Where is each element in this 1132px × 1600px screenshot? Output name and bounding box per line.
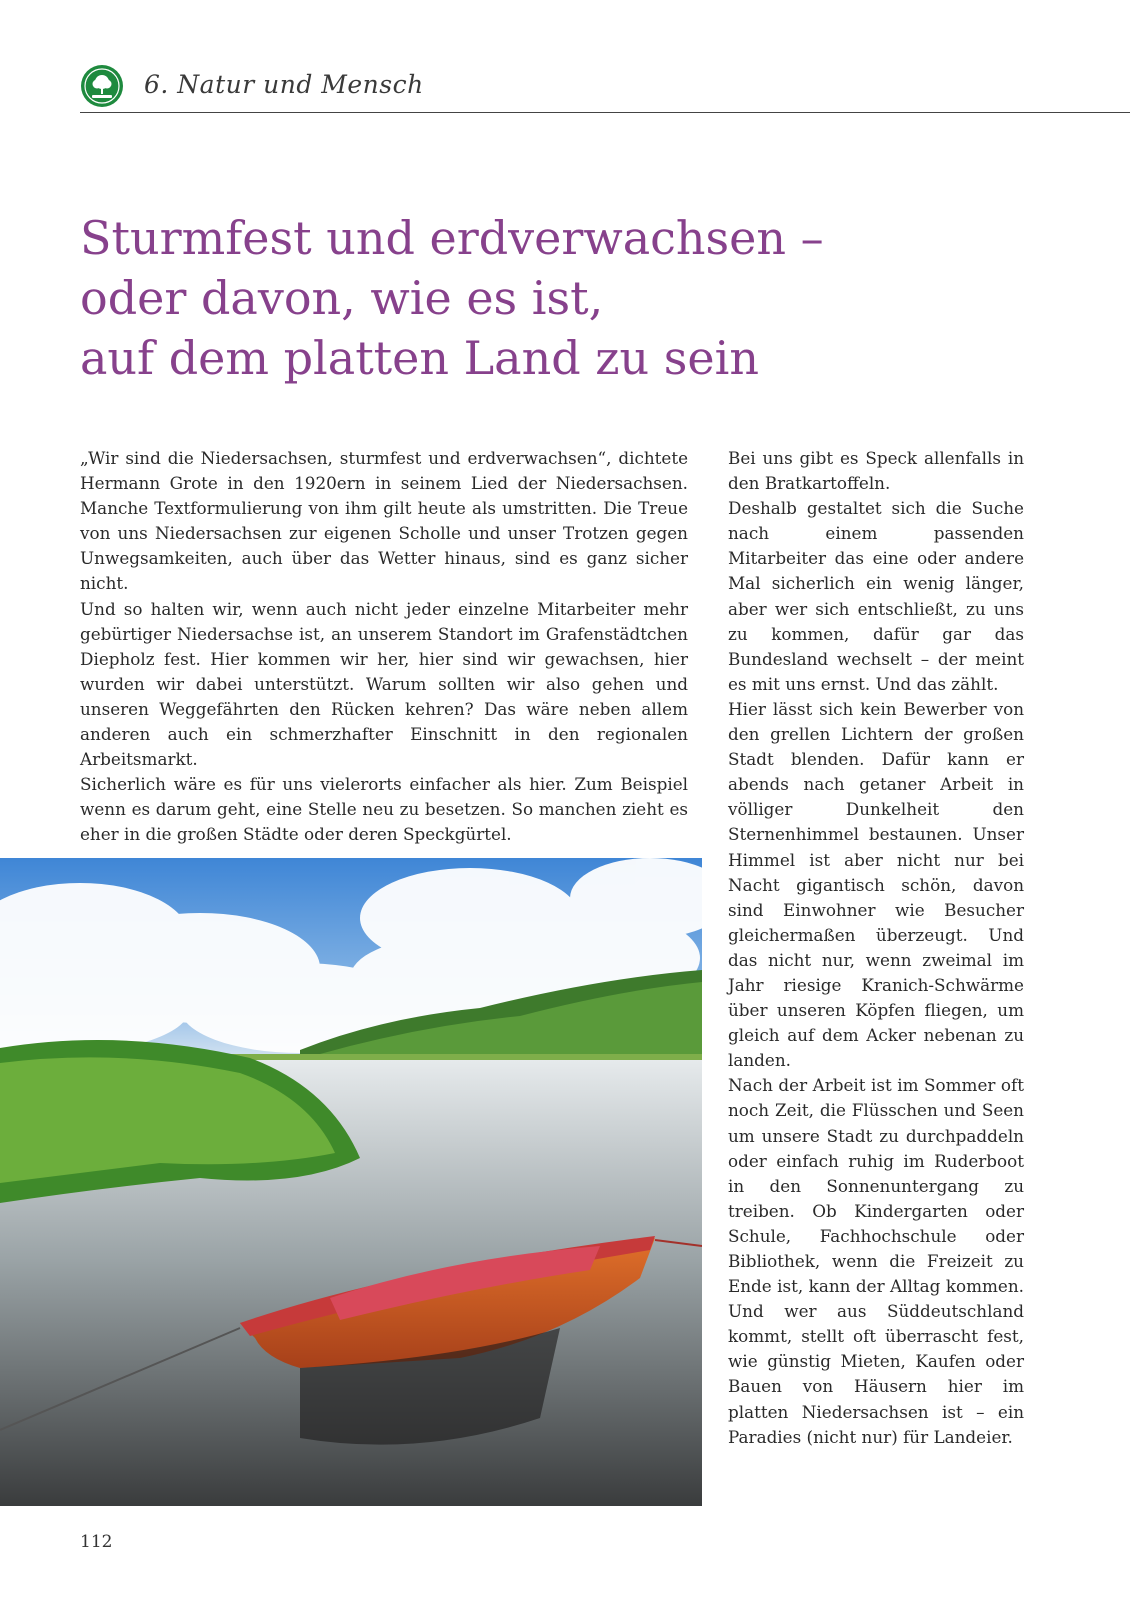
section-title: 6. Natur und Mensch: [144, 70, 424, 99]
paragraph: Und so halten wir, wenn auch nicht jeder einzelne Mitarbeiter mehr gebürtiger Niedersachse ist, an unserem Standort im Grafenstädtchen Diepholz fest. Hier kommen wir her, hier sind wir gewachsen, hier wurden wir dabei unterstützt. Warum sollten wir also gehen und unseren Weggefährten den Rücken kehren? Das wäre neben allem anderen auch ein schmerzhafter Einschnitt in den regionalen Arbeitsmarkt.: [80, 598, 688, 770]
paragraph: Deshalb gestaltet sich die Suche nach einem passenden Mitarbeiter das eine oder andere Mal sicherlich ein wenig länger, aber wer sich entschließt, zu uns zu kommen, dafür gar das Bundesland wechselt – der meint es mit uns ernst. Und das zählt.: [728, 498, 1024, 694]
headline-line: oder davon, wie es ist,: [80, 271, 604, 325]
paragraph: Bei uns gibt es Speck allenfalls in den Bratkartoffeln.: [728, 448, 1024, 494]
headline-line: Sturmfest und erdverwachsen –: [80, 211, 824, 265]
lake-rowboat-photo: [0, 858, 702, 1506]
page-number: 112: [80, 1532, 113, 1552]
tree-seal-icon: [80, 64, 124, 108]
headline-line: auf dem platten Land zu sein: [80, 331, 759, 385]
paragraph: Nach der Arbeit ist im Sommer oft noch Zeit, die Flüsschen und Seen um unsere Stadt zu durchpaddeln oder einfach ruhig im Ruderboot in den Sonnenuntergang zu treiben. Ob Kindergarten oder Schule, Fachhochschule oder Bibliothek, wenn die Freizeit zu Ende ist, kann der Alltag kommen. Und wer aus Süddeutschland kommt, stellt oft überrascht fest, wie günstig Mieten, Kaufen oder Bauen von Häusern hier im platten Niedersachsen ist – ein Paradies (nicht nur) für Landeier.: [728, 1075, 1024, 1447]
header-divider: [80, 112, 1130, 113]
page-header: [80, 62, 1130, 112]
paragraph: „Wir sind die Niedersachsen, sturmfest und erdverwachsen“, dichtete Hermann Grote in den 1920ern in seinem Lied der Niedersachsen. Manche Textformulierung von ihm gilt heute als umstritten. Die Treue von uns Niedersachsen zur eigenen Scholle und unser Trotzen gegen Unwegsamkeiten, auch über das Wetter hinaus, sind es ganz sicher nicht.: [80, 448, 688, 594]
headline: [80, 208, 980, 388]
body-column-right: [728, 446, 1024, 1450]
body-column-left: [80, 446, 688, 848]
paragraph: Hier lässt sich kein Bewerber von den grellen Lichtern der großen Stadt blenden. Dafür kann er abends nach getaner Arbeit in völliger Dunkelheit den Sternenhimmel bestaunen. Unser Himmel ist aber nicht nur bei Nacht gigantisch schön, davon sind Einwohner wie Besucher gleichermaßen überzeugt. Und das nicht nur, wenn zweimal im Jahr riesige Kranich-Schwärme über unseren Köpfen fliegen, um gleich auf dem Acker nebenan zu landen.: [728, 698, 1024, 1071]
paragraph: Sicherlich wäre es für uns vielerorts einfacher als hier. Zum Beispiel wenn es darum geht, eine Stelle neu zu besetzen. So manchen zieht es eher in die großen Städte oder deren Speckgürtel.: [80, 774, 688, 845]
